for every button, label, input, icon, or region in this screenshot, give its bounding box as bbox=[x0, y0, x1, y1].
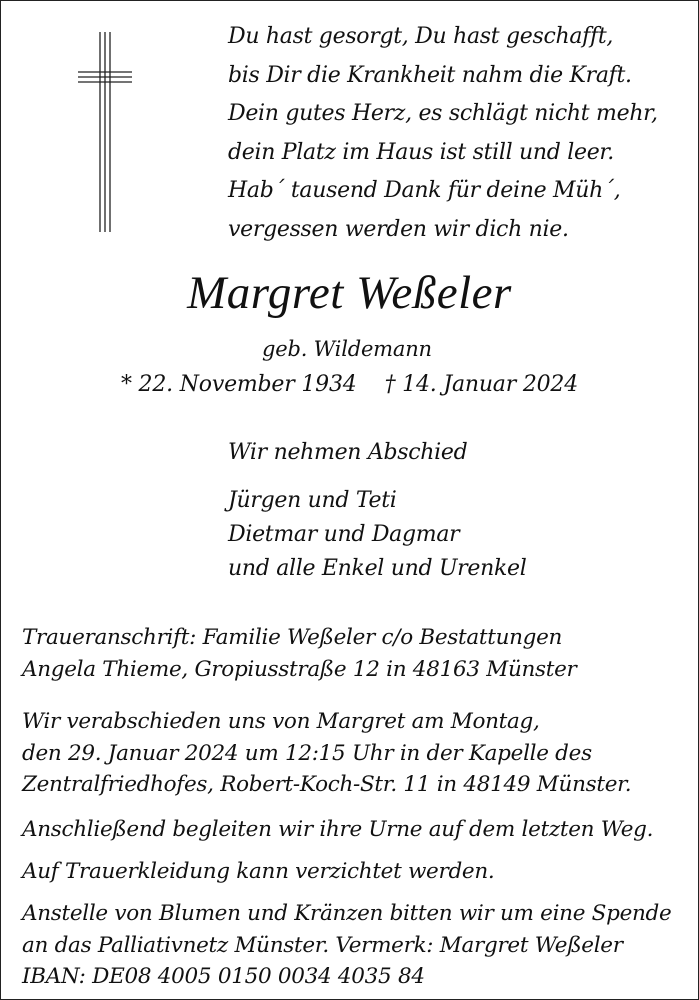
donation-line: Anstelle von Blumen und Kränzen bitten wir um eine Spende bbox=[22, 901, 672, 926]
donation-note bbox=[22, 898, 671, 993]
death-date: † 14. Januar 2024 bbox=[384, 372, 579, 397]
mourner-name: Jürgen und Teti bbox=[228, 488, 397, 513]
service-details bbox=[22, 706, 631, 801]
address-line: Traueranschrift: Familie Weßeler c/o Bestattungen bbox=[22, 625, 563, 650]
mourner-name: und alle Enkel und Urenkel bbox=[228, 556, 527, 581]
mourning-address bbox=[22, 622, 577, 685]
mourners-list bbox=[228, 484, 526, 586]
poem-line: Dein gutes Herz, es schlägt nicht mehr, bbox=[228, 101, 658, 126]
donation-line: an das Palliativnetz Münster. Vermerk: Margret Weßeler bbox=[22, 932, 623, 958]
cross-icon bbox=[78, 32, 132, 232]
address-line: Angela Thieme, Gropiusstraße 12 in 48163 Münster bbox=[22, 656, 577, 682]
service-line: Wir verabschieden uns von Margret am Montag, bbox=[22, 709, 540, 734]
birth-date: * 22. November 1934 bbox=[120, 372, 357, 397]
poem-line: Hab´ tausend Dank für deine Müh´, bbox=[228, 178, 621, 203]
mourners-intro: Wir nehmen Abschied bbox=[228, 440, 468, 465]
birth-name: geb. Wildemann bbox=[262, 337, 432, 361]
mourner-name: Dietmar und Dagmar bbox=[228, 522, 460, 547]
donation-iban: IBAN: DE08 4005 0150 0034 4035 84 bbox=[22, 964, 425, 989]
service-line: Zentralfriedhofes, Robert-Koch-Str. 11 in 48149 Münster. bbox=[22, 772, 632, 797]
after-service-note: Anschließend begleiten wir ihre Urne auf dem letzten Weg. bbox=[22, 817, 654, 842]
poem bbox=[228, 18, 658, 249]
service-line: den 29. Januar 2024 um 12:15 Uhr in der Kapelle des bbox=[22, 740, 592, 766]
dress-note: Auf Trauerkleidung kann verzichtet werden. bbox=[22, 859, 495, 884]
deceased-name: Margret Weßeler bbox=[187, 267, 512, 319]
poem-line: dein Platz im Haus ist still und leer. bbox=[228, 139, 614, 165]
poem-line: bis Dir die Krankheit nahm die Kraft. bbox=[228, 62, 632, 88]
life-dates bbox=[0, 372, 699, 397]
poem-line: vergessen werden wir dich nie. bbox=[228, 216, 569, 242]
poem-line: Du hast gesorgt, Du hast geschafft, bbox=[228, 24, 614, 49]
